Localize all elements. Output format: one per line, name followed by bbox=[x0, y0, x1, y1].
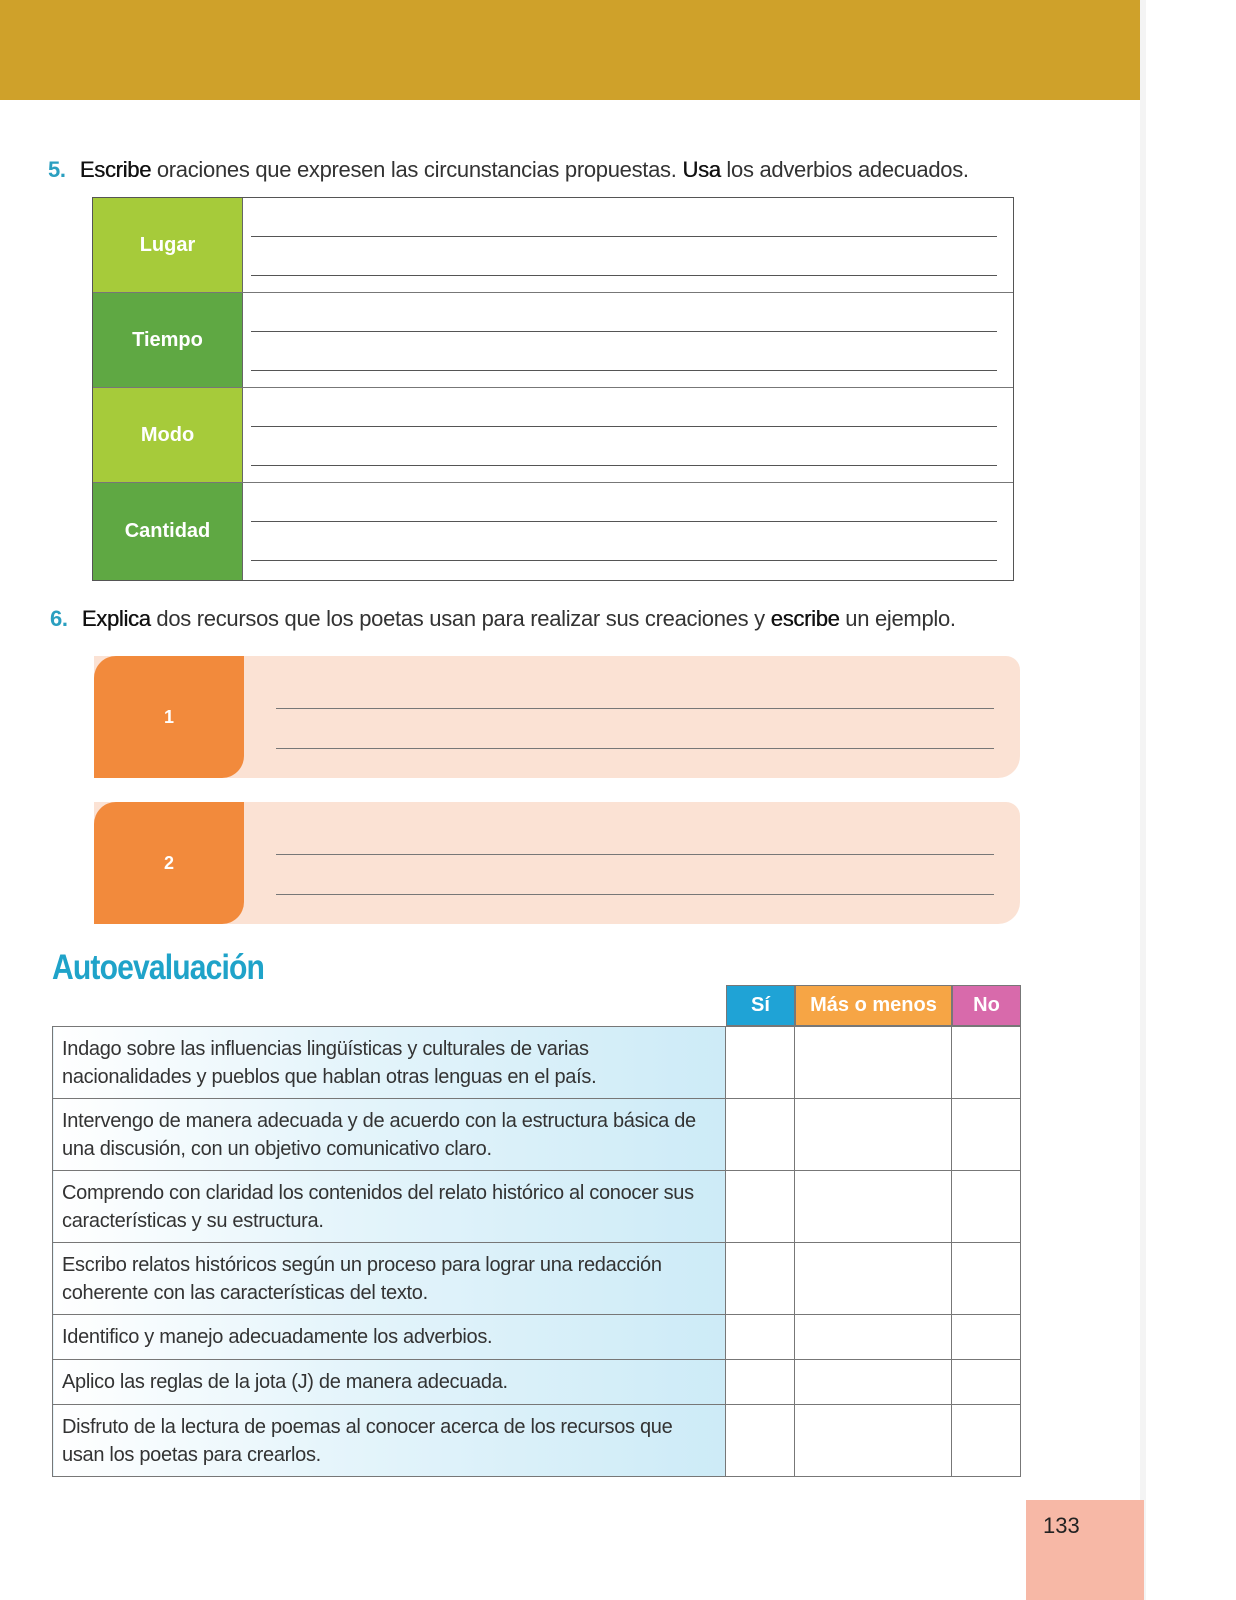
page-number: 133 bbox=[1043, 1513, 1080, 1538]
checkbox-si[interactable] bbox=[726, 1405, 795, 1477]
checkbox-si[interactable] bbox=[726, 1027, 795, 1099]
exercise-5-table bbox=[92, 197, 1014, 581]
checkbox-no[interactable] bbox=[952, 1360, 1021, 1405]
checkbox-si[interactable] bbox=[726, 1099, 795, 1171]
ex5-row-lugar bbox=[93, 198, 1013, 293]
writing-line[interactable] bbox=[251, 426, 997, 427]
writing-line[interactable] bbox=[276, 894, 994, 895]
statement: Identifico y manejo adecuadamente los adverbios. bbox=[53, 1315, 726, 1360]
writing-line[interactable] bbox=[251, 236, 997, 237]
page-edge bbox=[1140, 0, 1146, 1600]
exercise-5-verb-1: Escribe bbox=[79, 157, 152, 182]
checkbox-si[interactable] bbox=[726, 1315, 795, 1360]
exercise-5-prompt bbox=[48, 157, 969, 183]
table-row bbox=[53, 1243, 1021, 1315]
ex5-row-modo bbox=[93, 388, 1013, 483]
statement: Disfruto de la lectura de poemas al conocer acerca de los recursos que usan los poetas para crearlos. bbox=[53, 1405, 726, 1477]
exercise-6-verb-1: Explica bbox=[81, 606, 151, 631]
ex5-row-cantidad bbox=[93, 483, 1013, 580]
statement: Aplico las reglas de la jota (J) de manera adecuada. bbox=[53, 1360, 726, 1405]
exercise-6-item-1 bbox=[94, 656, 1020, 778]
exercise-5-verb-2: Usa bbox=[682, 157, 721, 182]
writing-line[interactable] bbox=[276, 708, 994, 709]
checkbox-si[interactable] bbox=[726, 1243, 795, 1315]
checkbox-no[interactable] bbox=[952, 1099, 1021, 1171]
writing-line[interactable] bbox=[251, 560, 997, 561]
ex5-label-tiempo: Tiempo bbox=[93, 293, 243, 387]
autoevaluacion-title: Autoevaluación bbox=[52, 948, 265, 987]
checkbox-mas-o-menos[interactable] bbox=[795, 1027, 952, 1099]
statement: Escribo relatos históricos según un proceso para lograr una redacción coherente con las características del texto. bbox=[53, 1243, 726, 1315]
writing-line[interactable] bbox=[251, 275, 997, 276]
exercise-5-text-2: los adverbios adecuados. bbox=[720, 157, 969, 182]
exercise-6-prompt bbox=[50, 606, 956, 632]
exercise-5-text-1: oraciones que expresen las circunstancias propuestas. bbox=[151, 157, 683, 182]
exercise-6-text-2: un ejemplo. bbox=[839, 606, 956, 631]
checkbox-no[interactable] bbox=[952, 1243, 1021, 1315]
checkbox-si[interactable] bbox=[726, 1171, 795, 1243]
checkbox-mas-o-menos[interactable] bbox=[795, 1099, 952, 1171]
writing-line[interactable] bbox=[251, 521, 997, 522]
checkbox-no[interactable] bbox=[952, 1171, 1021, 1243]
ex5-row-tiempo bbox=[93, 293, 1013, 388]
ex5-label-lugar: Lugar bbox=[93, 198, 243, 292]
writing-line[interactable] bbox=[251, 331, 997, 332]
checkbox-mas-o-menos[interactable] bbox=[795, 1171, 952, 1243]
item-number-badge: 2 bbox=[94, 802, 244, 924]
writing-line[interactable] bbox=[251, 370, 997, 371]
ex5-label-cantidad: Cantidad bbox=[93, 483, 243, 580]
checkbox-mas-o-menos[interactable] bbox=[795, 1315, 952, 1360]
table-row bbox=[53, 1405, 1021, 1477]
checkbox-mas-o-menos[interactable] bbox=[795, 1360, 952, 1405]
header-si: Sí bbox=[726, 985, 795, 1026]
checkbox-mas-o-menos[interactable] bbox=[795, 1243, 952, 1315]
item-number-badge: 1 bbox=[94, 656, 244, 778]
checkbox-mas-o-menos[interactable] bbox=[795, 1405, 952, 1477]
checkbox-si[interactable] bbox=[726, 1360, 795, 1405]
writing-line[interactable] bbox=[251, 465, 997, 466]
table-row bbox=[53, 1027, 1021, 1099]
header-no: No bbox=[952, 985, 1021, 1026]
ex5-label-modo: Modo bbox=[93, 388, 243, 482]
exercise-6-number: 6. bbox=[50, 606, 68, 631]
checkbox-no[interactable] bbox=[952, 1405, 1021, 1477]
writing-line[interactable] bbox=[276, 854, 994, 855]
table-row bbox=[53, 1099, 1021, 1171]
exercise-6-item-2 bbox=[94, 802, 1020, 924]
checkbox-no[interactable] bbox=[952, 1027, 1021, 1099]
top-color-band bbox=[0, 0, 1140, 100]
header-mas-o-menos: Más o menos bbox=[795, 985, 952, 1026]
exercise-6-text-1: dos recursos que los poetas usan para realizar sus creaciones y bbox=[150, 606, 771, 631]
table-row bbox=[53, 1315, 1021, 1360]
exercise-6-verb-2: escribe bbox=[770, 606, 840, 631]
exercise-5-number: 5. bbox=[48, 157, 66, 182]
checkbox-no[interactable] bbox=[952, 1315, 1021, 1360]
table-row bbox=[53, 1171, 1021, 1243]
statement: Intervengo de manera adecuada y de acuerdo con la estructura básica de una discusión, con un objetivo comunicativo claro. bbox=[53, 1099, 726, 1171]
writing-line[interactable] bbox=[276, 748, 994, 749]
table-row bbox=[53, 1360, 1021, 1405]
statement: Comprendo con claridad los contenidos del relato histórico al conocer sus características y su estructura. bbox=[53, 1171, 726, 1243]
self-assessment-table bbox=[52, 1026, 1021, 1477]
statement: Indago sobre las influencias lingüísticas y culturales de varias nacionalidades y pueblos que hablan otras lenguas en el país. bbox=[53, 1027, 726, 1099]
